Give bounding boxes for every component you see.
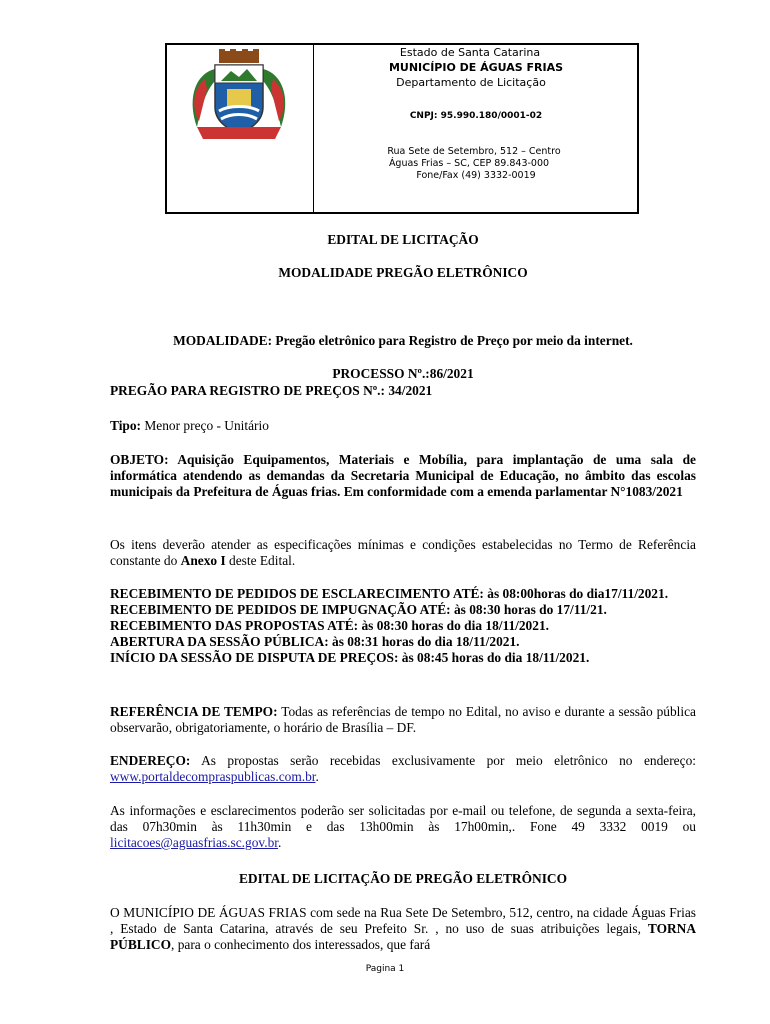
endereco-label: ENDEREÇO:	[110, 753, 191, 768]
dates-block	[110, 586, 696, 666]
torna-publico: TORNA PÚBLICO	[110, 921, 696, 952]
referencia-paragraph	[110, 704, 696, 736]
portal-link[interactable]: www.portaldecompraspublicas.com.br	[110, 769, 316, 784]
referencia-text: Todas as referências de tempo no Edital, no aviso e durante a sessão pública observarão, obrigatoriamente, o horário de Brasília – DF.	[110, 704, 696, 735]
itens-text: Os itens deverão atender as especificações mínimas e condições estabelecidas no Termo de Referência constante do	[110, 537, 696, 568]
endereco-text: As propostas serão recebidas exclusivamente por meio eletrônico no endereço:	[190, 753, 696, 768]
cnpj: CNPJ: 95.990.180/0001-02	[409, 111, 543, 121]
date-disputa: INÍCIO DA SESSÃO DE DISPUTA DE PREÇOS: às 08:45 horas do dia 18/11/2021.	[110, 650, 590, 665]
date-impugnacao: RECEBIMENTO DE PEDIDOS DE IMPUGNAÇÃO ATÉ: às 08:30 horas do 17/11/21.	[110, 602, 607, 617]
itens-text-end: deste Edital.	[225, 553, 296, 568]
processo-number: PROCESSO Nº.:86/2021	[332, 366, 474, 381]
pregao-number: PREGÃO PARA REGISTRO DE PREÇOS Nº.: 34/2021	[110, 383, 433, 398]
tipo-label: Tipo:	[110, 418, 142, 433]
info-end: .	[278, 835, 282, 850]
date-propostas: RECEBIMENTO DAS PROPOSTAS ATÉ: às 08:30 horas do dia 18/11/2021.	[110, 618, 549, 633]
page-number: Pagina 1	[365, 964, 405, 974]
city: Águas Frias – SC, CEP 89.843-000	[388, 158, 550, 169]
referencia-label: REFERÊNCIA DE TEMPO:	[110, 704, 278, 719]
state-name: Estado de Santa Catarina	[399, 46, 541, 59]
tipo-line	[110, 418, 696, 434]
title-edital-pregao: EDITAL DE LICITAÇÃO DE PREGÃO ELETRÔNICO	[238, 871, 567, 886]
municipal-coat-of-arms	[175, 49, 303, 141]
date-esclarecimento: RECEBIMENTO DE PEDIDOS DE ESCLARECIMENTO ATÉ: às 08:00horas do dia17/11/2021.	[110, 586, 669, 601]
date-abertura: ABERTURA DA SESSÃO PÚBLICA: às 08:31 horas do dia 18/11/2021.	[110, 634, 520, 649]
info-paragraph	[110, 803, 696, 851]
municipality-name: MUNICÍPIO DE ÁGUAS FRIAS	[388, 61, 564, 74]
info-text: As informações e esclarecimentos poderão ser solicitadas por e-mail ou telefone, de segunda a sexta-feira, das 07h30min às 11h30min e das 13h00min às 17h00min,. Fone 49 3332 0019 ou	[110, 803, 696, 834]
anexo-reference: Anexo I	[180, 553, 226, 568]
municipio-text: O MUNICÍPIO DE ÁGUAS FRIAS com sede na Rua Sete De Setembro, 512, centro, na cidade Águas Frias , Estado de Santa Catarina, através de seu Prefeito Sr. , no uso de suas atribuições legais,	[110, 905, 696, 936]
phone: Fone/Fax (49) 3332-0019	[416, 170, 536, 181]
modalidade-line: MODALIDADE: Pregão eletrônico para Registro de Preço por meio da internet.	[173, 333, 633, 348]
letterhead	[165, 43, 639, 214]
title-modalidade: MODALIDADE PREGÃO ELETRÔNICO	[278, 265, 528, 280]
objeto-paragraph: OBJETO: Aquisição Equipamentos, Materiais e Mobília, para implantação de uma sala de informática atendendo as demandas da Secretaria Municipal de Educação, no âmbito das escolas municipais da Prefeitura de Águas frias. Em conformidade com a emenda parlamentar N°1083/2021	[110, 452, 696, 499]
title-edital: EDITAL DE LICITAÇÃO	[327, 232, 479, 247]
endereco-paragraph	[110, 753, 696, 785]
email-link[interactable]: licitacoes@aguasfrias.sc.gov.br	[110, 835, 279, 850]
municipio-text-end: , para o conhecimento dos interessados, que fará	[171, 937, 431, 952]
itens-paragraph	[110, 537, 696, 569]
department-name: Departamento de Licitação	[396, 76, 546, 89]
municipio-paragraph	[110, 905, 696, 953]
letterhead-divider	[313, 45, 314, 212]
tipo-value: Menor preço - Unitário	[141, 418, 269, 433]
address: Rua Sete de Setembro, 512 – Centro	[387, 146, 561, 157]
endereco-end: .	[315, 769, 319, 784]
